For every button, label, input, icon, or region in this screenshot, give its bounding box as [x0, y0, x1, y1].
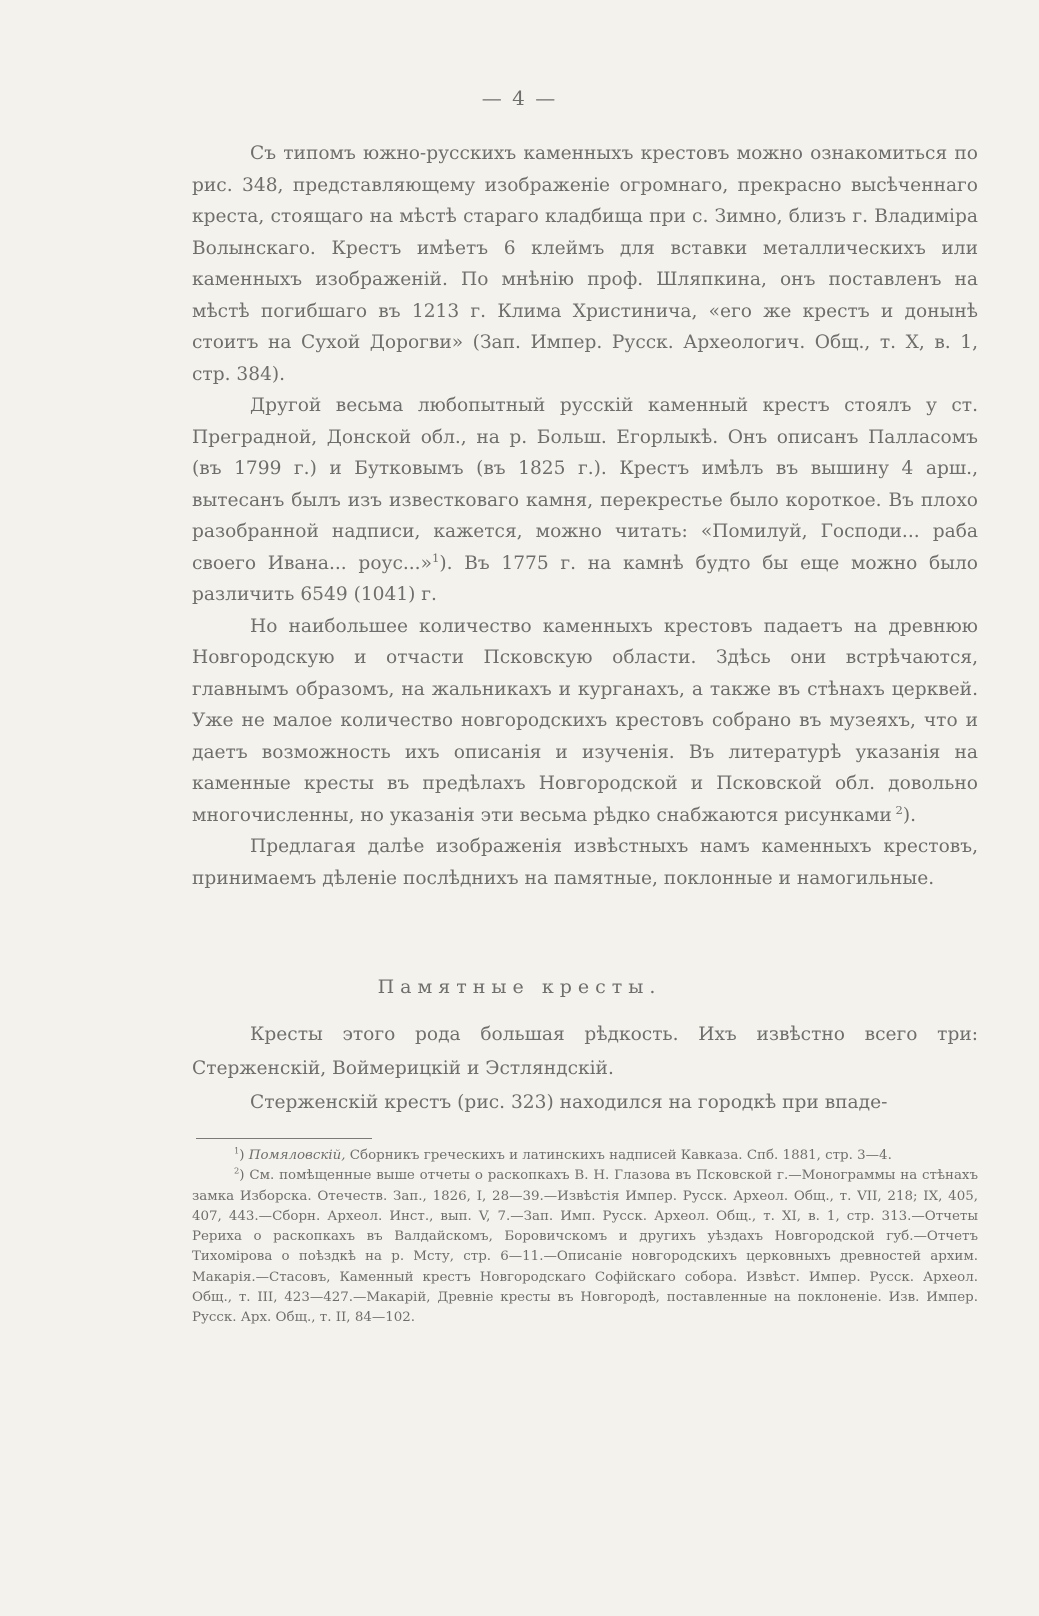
- footnote-ref-2: 2: [895, 802, 903, 817]
- section-paragraph-2: Стерженскій крестъ (рис. 323) находился на городкѣ при впаде-: [250, 1092, 888, 1113]
- paragraph-3-tail: ).: [902, 804, 917, 826]
- footnote-divider: [196, 1138, 372, 1139]
- paragraph-2: Другой весьма любопытный русскій каменный крестъ стоялъ у ст. Преградной, Донской обл., на р. Больш. Егорлыкѣ. Онъ описанъ Палласомъ (въ 1799 г.) и Бутковымъ (въ 1825 г.). Крестъ имѣлъ въ вышину 4 арш., вытесанъ былъ изъ известковаго камня, перекрестье было короткое. Въ плохо разобранной надписи, кажется, можно читать: «Помилуй, Господи... раба своего Ивана... роус...»$^1$). Въ 1775 г. на камнѣ будто бы еще можно было различить 6549 (1041) г.: [192, 395, 979, 605]
- footnotes: [192, 1146, 978, 1329]
- paragraph-2-tail: . Въ 1775 г. на камнѣ будто бы еще можно было различить 6549 (1041) г.: [192, 552, 979, 605]
- footnote-ref-1: 1: [431, 550, 440, 565]
- section-text: [192, 1018, 978, 1120]
- section-paragraph-1: Кресты этого рода большая рѣдкость. Ихъ извѣстно всего три: Стерженскій, Воймерицкій и Эстляндскій.: [192, 1024, 978, 1079]
- main-text: [192, 138, 978, 894]
- footnote-2: $^2$) См. помѣщенные выше отчеты о раскопкахъ В. Н. Глазова въ Псковской г.—Монограммы на стѣнахъ замка Изборска. Отечеств. Зап., 1826, I, 28—39.—Извѣстія Импер. Русск. Археол. Общ., т. VII, 218; IX, 405, 407, 443.—Сборн. Археол. Инст., вып. V, 7.—Зап. Имп. Русск. Археол. Общ., т. XI, в. 1, стр. 313.—Отчеты Рериха о раскопкахъ въ Валдайскомъ, Боровичскомъ и другихъ уѣздахъ Новгородской губ.—Отчетъ Тихомірова о поѣздкѣ на р. Мсту, стр. 6—11.—Описаніе новгородскихъ церковныхъ древностей архим. Макарія.—Стасовъ, Каменный крестъ Новгородскаго Софійскаго собора. Извѣст. Импер. Русск. Археол. Общ., т. III, 423—427.—Макарій, Древніе кресты въ Новгородѣ, поставленные на поклоненіе. Изв. Импер. Русск. Арх. Общ., т. II, 84—102.: [192, 1165, 978, 1326]
- paragraph-3-text: Но наибольшее количество каменныхъ крестовъ падаетъ на древнюю Новгородскую и отчасти Псковскую области. Здѣсь они встрѣчаются, главнымъ образомъ, на жальникахъ и курганахъ, а также въ стѣнахъ церквей. Уже не малое количество новгородскихъ крестовъ собрано въ музеяхъ, что и даетъ возможность ихъ описанія и изученія. Въ литературѣ указанія на каменные кресты въ предѣлахъ Новгородской и Псковской обл. довольно многочисленны, но указанія эти весьма рѣдко снабжаются рисунками: [192, 615, 978, 826]
- footnote-1-author: Помяловскій,: [248, 1148, 346, 1163]
- footnote-1: $^1$) Помяловскій, Сборникъ греческихъ и латинскихъ надписей Кавказа. Спб. 1881, стр. 3—4.: [234, 1145, 892, 1163]
- footnote-1-text: Сборникъ греческихъ и латинскихъ надписей Кавказа. Спб. 1881, стр. 3—4.: [345, 1148, 892, 1163]
- footnote-2-text: См. помѣщенные выше отчеты о раскопкахъ В. Н. Глазова въ Псковской г.—Монограммы на стѣнахъ замка Изборска. Отечеств. Зап., 1826, I, 28—39.—Извѣстія Импер. Русск. Археол. Общ., т. VII, 218; IX, 405, 407, 443.—Сборн. Археол. Инст., вып. V, 7.—Зап. Имп. Русск. Археол. Общ., т. XI, в. 1, стр. 313.—Отчеты Рериха о раскопкахъ въ Валдайскомъ, Боровичскомъ и другихъ уѣздахъ Новгородской губ.—Отчетъ Тихомірова о поѣздкѣ на р. Мсту, стр. 6—11.—Описаніе новгородскихъ церковныхъ древностей архим. Макарія.—Стасовъ, Каменный крестъ Новгородскаго Софійскаго собора. Извѣст. Импер. Русск. Археол. Общ., т. III, 423—427.—Макарій, Древніе кресты въ Новгородѣ, поставленные на поклоненіе. Изв. Импер. Русск. Арх. Общ., т. II, 84—102.: [192, 1168, 978, 1326]
- paragraph-3: [192, 611, 978, 832]
- footnote-2-marker: 2: [234, 1165, 240, 1176]
- paragraph-2-text: Другой весьма любопытный русскій каменный крестъ стоялъ у ст. Преградной, Донской обл., на р. Больш. Егорлыкѣ. Онъ описанъ Палласомъ (въ 1799 г.) и Бутковымъ (въ 1825 г.). Крестъ имѣлъ въ вышину 4 арш., вытесанъ былъ изъ известковаго камня, перекрестье было короткое. Въ плохо разобранной надписи, кажется, можно читать: «Помилуй, Господи... раба своего Ивана... роус...»: [192, 395, 978, 574]
- page-number: — 4 —: [481, 86, 558, 110]
- footnote-1-marker: 1: [234, 1145, 240, 1156]
- section-heading: Памятные кресты.: [377, 976, 662, 998]
- paragraph-1: Съ типомъ южно-русскихъ каменныхъ крестовъ можно ознакомиться по рис. 348, представляющему изображеніе огромнаго, прекрасно высѣченнаго креста, стоящаго на мѣстѣ стараго кладбища при с. Зимно, близъ г. Владиміра Волынскаго. Крестъ имѣетъ 6 клеймъ для вставки металлическихъ или каменныхъ изображеній. По мнѣнію проф. Шляпкина, онъ поставленъ на мѣстѣ погибшаго въ 1213 г. Клима Христиничa, «его же крестъ и донынѣ стоитъ на Сухой Дорогви» (Зап. Импер. Русск. Археологич. Общ., т. X, в. 1, стр. 384).: [192, 143, 978, 385]
- paragraph-4: Предлагая далѣе изображенія извѣстныхъ намъ каменныхъ крестовъ, принимаемъ дѣленіе послѣднихъ на памятные, поклонные и намогильные.: [192, 836, 978, 889]
